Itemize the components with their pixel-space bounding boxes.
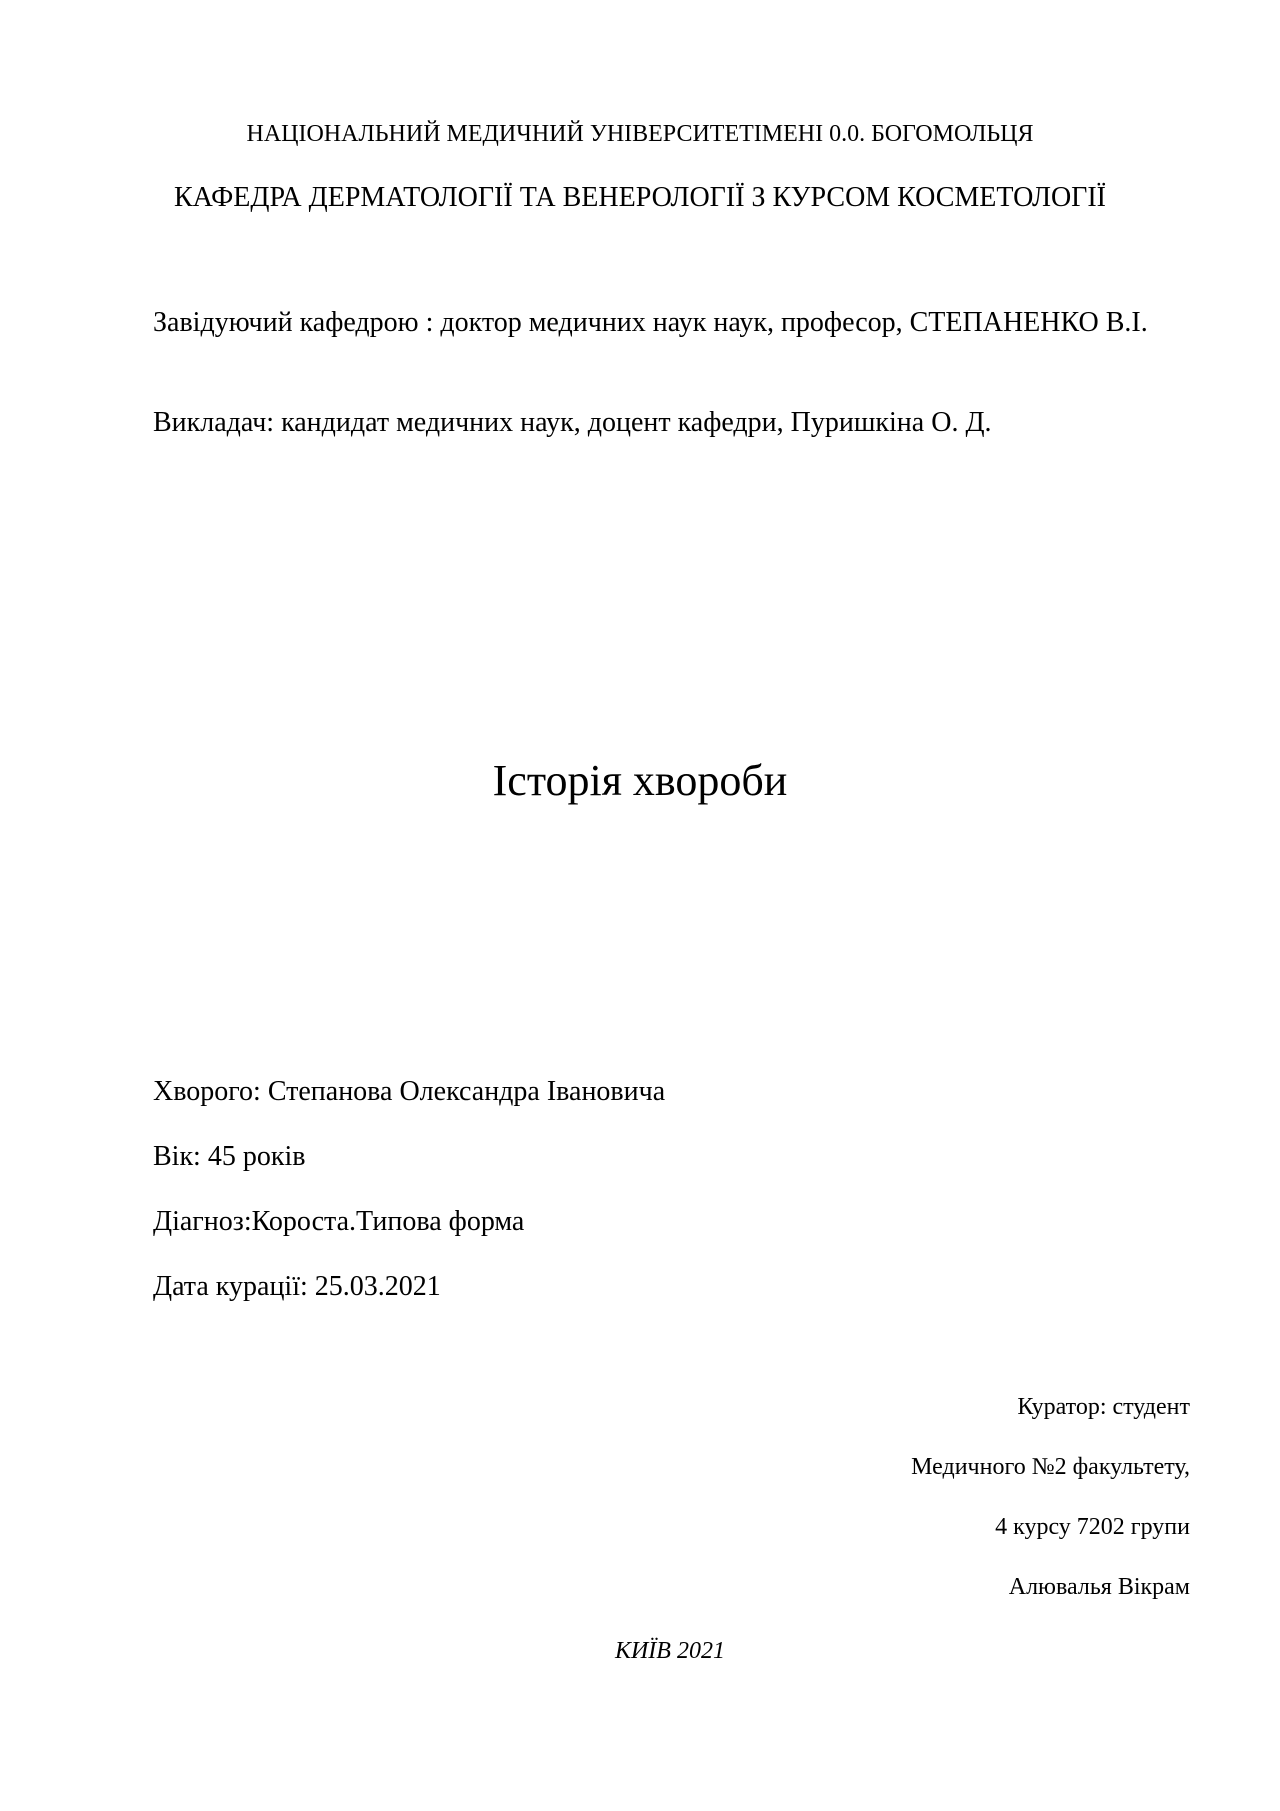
city-year: КИЇВ 2021 [615,1638,725,1664]
university-name: НАЦІОНАЛЬНИЙ МЕДИЧНИЙ УНІВЕРСИТЕТІМЕНІ 0.0. БОГОМОЛЬЦЯ [246,121,1034,147]
department-name: КАФЕДРА ДЕРМАТОЛОГІЇ ТА ВЕНЕРОЛОГІЇ З КУРСОМ КОСМЕТОЛОГІЇ [173,182,1107,213]
curation-date: Дата курації: 25.03.2021 [153,1271,441,1302]
curator-role: Куратор: студент [1017,1394,1190,1420]
lecturer: Викладач: кандидат медичних наук, доцент кафедри, Пуришкіна О. Д. [153,407,992,438]
curator-name: Алювалья Вікрам [1008,1574,1190,1600]
document-title: Історія хвороби [492,756,788,805]
patient-age: Вік: 45 років [153,1141,306,1172]
patient-diagnosis: Діагноз:Короста.Типова форма [153,1206,525,1237]
head-of-department: Завідуючий кафедрою : доктор медичних наук наук, професор, СТЕПАНЕНКО В.І. [153,307,1148,338]
patient-name: Хворого: Степанова Олександра Івановича [153,1076,666,1107]
curator-faculty: Медичного №2 факультету, [911,1454,1190,1480]
curator-group: 4 курсу 7202 групи [995,1514,1190,1540]
